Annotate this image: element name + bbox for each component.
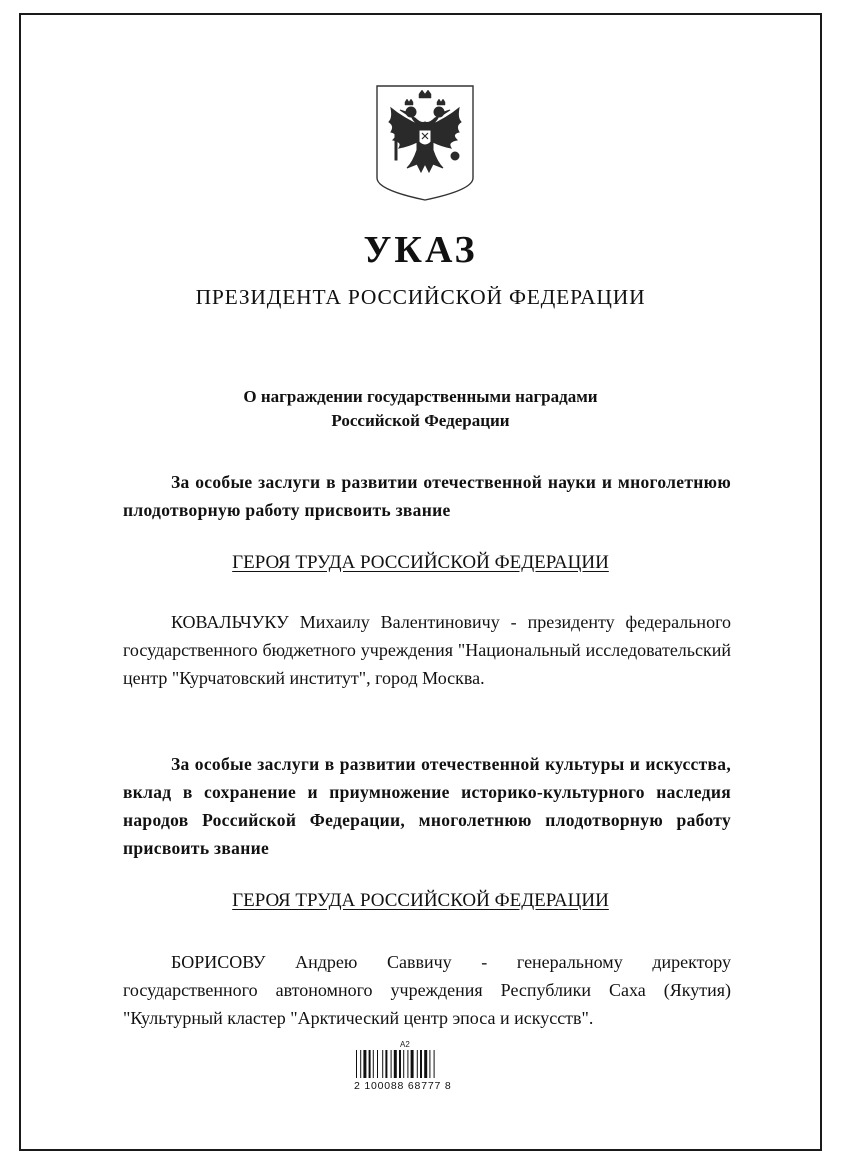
barcode-bar xyxy=(373,1050,374,1078)
barcode-bar xyxy=(391,1050,392,1078)
barcode-bar xyxy=(420,1050,422,1078)
barcode-bar xyxy=(385,1050,387,1078)
barcode-mark: A2 xyxy=(400,1040,410,1049)
barcode-bar xyxy=(403,1050,404,1078)
barcode-bar xyxy=(424,1050,427,1078)
decree-name-line-1: О награждении государственными наградами xyxy=(243,387,598,406)
barcode-bar xyxy=(407,1050,408,1078)
award-title-2 xyxy=(21,890,820,912)
barcode-bar xyxy=(369,1050,371,1078)
barcode-bar xyxy=(417,1050,418,1078)
barcode-bars xyxy=(354,1039,466,1079)
recipient-1: КОВАЛЬЧУКУ Михаилу Валентиновичу - президенту федерального государственного бюджетного учреждения "Национальный исследовательский центр "Курчатовский институт", город Москва. xyxy=(123,612,731,688)
document-title: УКАЗ xyxy=(363,229,478,271)
document-page xyxy=(19,13,822,1151)
barcode-bar xyxy=(377,1050,378,1078)
barcode-bar xyxy=(394,1050,397,1078)
award-title-1 xyxy=(21,552,820,574)
barcode-bar xyxy=(411,1050,414,1078)
barcode-bar xyxy=(429,1050,430,1078)
award-grounds-2: За особые заслуги в развитии отечественной культуры и искусства, вклад в сохранение и приумножение историко-культурного наследия народов Российской Федерации, многолетнюю плодотворную работу присвоить звание xyxy=(123,754,731,858)
award-grounds-1: За особые заслуги в развитии отечественной науки и многолетнюю плодотворную работу присвоить звание xyxy=(123,472,731,520)
barcode-bar xyxy=(434,1050,435,1078)
barcode-bar xyxy=(363,1050,366,1078)
barcode-bar xyxy=(399,1050,401,1078)
document-subtitle: ПРЕЗИДЕНТА РОССИЙСКОЙ ФЕДЕРАЦИИ xyxy=(195,285,646,309)
decree-name xyxy=(21,385,820,433)
recipient-2: БОРИСОВУ Андрею Саввичу - генеральному директору государственного автономного учреждения Республики Саха (Якутия) "Культурный кластер "Арктический центр эпоса и искусств". xyxy=(123,952,731,1028)
decree-name-line-2: Российской Федерации xyxy=(331,411,510,430)
award-title-1-text: ГЕРОЯ ТРУДА РОССИЙСКОЙ ФЕДЕРАЦИИ xyxy=(232,552,609,573)
barcode-bar xyxy=(360,1050,361,1078)
barcode-bar xyxy=(382,1050,383,1078)
award-title-2-text: ГЕРОЯ ТРУДА РОССИЙСКОЙ ФЕДЕРАЦИИ xyxy=(232,890,609,911)
state-emblem-icon xyxy=(373,82,477,202)
barcode-number: 2 100088 68777 8 xyxy=(354,1080,452,1092)
barcode xyxy=(354,1039,466,1092)
barcode-bar xyxy=(356,1050,357,1078)
